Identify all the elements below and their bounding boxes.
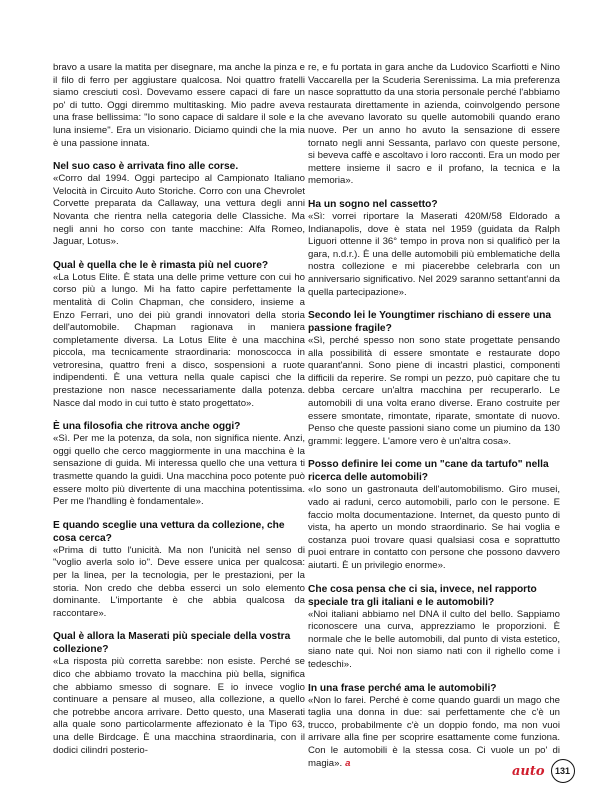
answer: «Sì, perché spesso non sono state progettate pensando alla possibilità di essere smontate e restaurate dopo quarant'anni. Sono piene di incastri plastici, componenti difficili da reperire. Se rompi un pezzo, può capitare che tu debba cercare un'altra macchina per recuperarlo. Le automobili di una volta erano diverse. Erano costruite per essere smontate, rimontate, riparate, smontate di nuovo. Penso che queste passioni siano come un piumino da 130 grammi: leggere. L'amore vero è un'altra cosa».: [308, 335, 560, 447]
answer: «Sì: vorrei riportare la Maserati 420M/58 Eldorado a Indianapolis, dove è stata nel 1959 (guidata da Ralph Liguori ottenne il 36° tempo in prova non si qualificò per la gara, n.d.r.). È una delle automobili più emblematiche della nostra collezione e mi piacerebbe celebrarla con un anniversario significativo. Nel 2029 saranno settant'anni da quella partecipazione».: [308, 210, 560, 298]
right-column: [308, 62, 560, 780]
answer: «Sì. Per me la potenza, da sola, non significa niente. Anzi, oggi quello che cerco maggiormente in una macchina è la sensazione di guida. Mi interessa quello che una vettura ti trasmette quando la guidi. Una macchina poco potente può essere molto più divertente di una macchina potentissima. Per me l'handling è fondamentale».: [53, 433, 305, 508]
question: Qual è quella che le è rimasta più nel cuore?: [53, 259, 269, 271]
question: Secondo lei le Youngtimer rischiano di essere una passione fragile?: [308, 310, 552, 335]
end-mark-logo: a: [345, 757, 351, 769]
answer-text: «Non lo farei. Perché è come quando guardi un mago che taglia una donna in due: sai perfettamente che c'è un trucco, probabilmente c'è un doppio fondo, ma non vuoi arrivare alla fine per scoprire esattamente come funziona. Con le automobili è la stessa cosa. Ci vuole un po' di magia».: [308, 694, 560, 769]
question: Nel suo caso è arrivata fino alle corse.: [53, 161, 239, 173]
qa-block: [53, 420, 305, 509]
question: In una frase perché ama le automobili?: [308, 682, 497, 694]
question: Che cosa pensa che ci sia, invece, nel rapporto speciale tra gli italiani e le automobili?: [308, 583, 537, 608]
answer: «Prima di tutto l'unicità. Ma non l'unicità nel senso di "voglio averla solo io". Deve essere unica per qualcosa: per la linea, per la tecnologia, per le prestazioni, per la storia. Non credo che debba esserci un solo elemento dominante. L'importante è che abbia qualcosa da raccontare».: [53, 544, 305, 619]
left-column: [53, 62, 305, 767]
answer: «La Lotus Elite. È stata una delle prime vetture con cui ho corso più a lungo. Mi ha fatto capire perfettamente la mentalità di Colin Chapman, che considero, insieme a Enzo Ferrari, uno dei più grandi innovatori della storia dell'automobile. Chapman ragionava in maniera completamente diversa. La Lotus Elite è una macchina piccola, ma tecnicamente straordinaria: monoscocca in vetroresina, quattro freni a disco, sospensioni a ruote indipendenti. È una vettura nella quale capisci che la prestazione non nasce necessariamente dalla potenza. Nasce dal modo in cui tutto è stato progettato».: [53, 271, 305, 409]
answer: «Corro dal 1994. Oggi partecipo al Campionato Italiano Velocità in Circuito Auto Storiche. Corro con una Chevrolet Corvette preparata da Callaway, una vettura degli anni Novanta che rientra nella categoria delle Classiche. Ma negli anni ho corso con tante macchine: Alfa Romeo, Jaguar, Lotus».: [53, 173, 305, 248]
answer: «Io sono un gastronauta dell'automobilismo. Giro musei, vado ai raduni, cerco automobili, parlo con le persone. E faccio molta documentazione. Internet, da questo punto di vista, ha aperto un mondo straordinario. Se hai voglia e costanza puoi trovare quasi qualsiasi cosa e soprattutto puoi entrare in contatto con persone che possono davvero aiutarti. È un privilegio enorme».: [308, 484, 560, 571]
qa-block: [308, 458, 560, 572]
qa-block: [308, 583, 560, 672]
page-footer: [512, 759, 575, 783]
question: Posso definire lei come un "cane da tartufo" nella ricerca delle automobili?: [308, 459, 549, 484]
qa-block: [53, 160, 305, 249]
qa-block: [53, 519, 305, 621]
qa-block: [308, 198, 560, 299]
question: È una filosofia che ritrova anche oggi?: [53, 421, 241, 433]
question: Qual è allora la Maserati più speciale della vostra collezione?: [53, 631, 291, 656]
answer: «Noi italiani abbiamo nel DNA il culto del bello. Sappiamo riconoscere una curva, apprezziamo le proporzioni. È normale che le belle automobili, dal punto di vista estetico, siano nate qui. Noi non siamo nati con il righello come i tedeschi».: [308, 608, 560, 670]
answer: «La risposta più corretta sarebbe: non esiste. Perché se dico che abbiamo trovato la macchina più bella, significa che abbiamo smesso di sognare. E io invece voglio continuare a pensare al museo, alla collezione, a quello che potrebbe ancora arrivare. Detto questo, una Maserati alla quale sono particolarmente affezionato è la Tipo 63, una delle Birdcage. È una macchina straordinaria, con il dodici cilindri posterio-: [53, 656, 305, 756]
magazine-brand-logo: auto: [512, 763, 545, 779]
question: Ha un sogno nel cassetto?: [308, 198, 438, 210]
question: E quando sceglie una vettura da collezione, che cosa cerca?: [53, 519, 285, 544]
qa-block: [308, 309, 560, 448]
page-number: 131: [551, 759, 575, 783]
qa-block: [53, 630, 305, 757]
qa-block: [308, 682, 560, 771]
qa-block: [53, 259, 305, 411]
intro-paragraph: bravo a usare la matita per disegnare, ma anche la pinza e il filo di ferro per aggiustare qualcosa. Noi quattro fratelli siamo cresciuti così. Dovevamo essere capaci di fare un po' di tutto. Oggi diremmo multitasking. Mio padre aveva una frase bellissima: "Io sono capace di saldare il sole e la luna insieme". Era un visionario. Diciamo quindi che la mia è una passione innata.: [53, 62, 305, 149]
continued-paragraph: re, e fu portata in gara anche da Ludovico Scarfiotti e Nino Vaccarella per la Scuderia Serenissima. La mia preferenza nasce soprattutto da una storia personale perché l'abbiamo restaurata direttamente in azienda, coinvolgendo persone che avevano lavorato su quelle automobili quando erano nuove. Per un anno ho avuto la sensazione di essere tornato negli anni Sessanta, parlavo con queste persone, si beveva caffè e ascoltavo i loro racconti. Era un modo per mettere insieme il sacro e il profano, la tecnica e la memoria».: [308, 62, 560, 187]
